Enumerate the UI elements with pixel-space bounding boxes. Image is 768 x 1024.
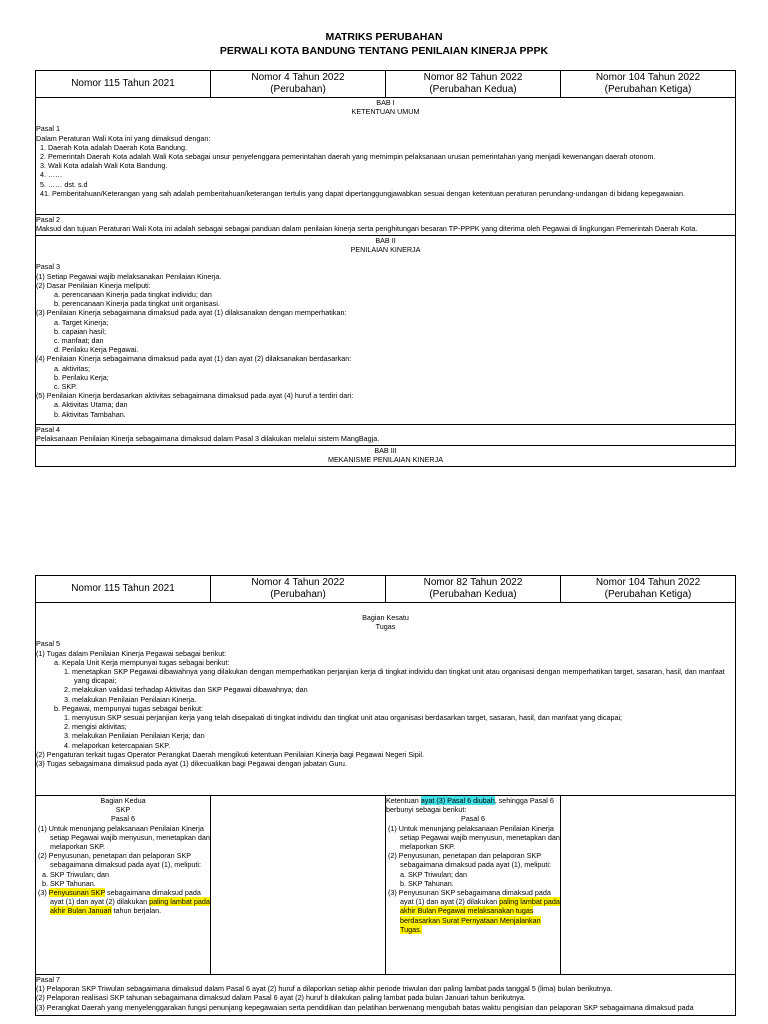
list-item: 3. melakukan Penilaian Penilaian Kinerja. xyxy=(64,694,197,704)
list-item: (1) Untuk menunjang pelaksanaan Penilaian Kinerja setiap Pegawai wajib menyusun, menetapkan dan melaporkan SKP. xyxy=(38,823,210,852)
matrix-table-2 xyxy=(35,575,736,1016)
highlight: paling lambat pada akhir Bulan Januari xyxy=(50,897,210,916)
title-line-2: PERWALI KOTA BANDUNG TENTANG PENILAIAN KINERJA PPPK xyxy=(219,45,549,57)
pasal-heading: Pasal 7 xyxy=(36,975,60,984)
amendment-note: Ketentuan ayat (3) Pasal 6 diubah, sehingga Pasal 6 berbunyi sebagai berikut: xyxy=(386,796,554,815)
matrix-table-1 xyxy=(35,70,736,467)
pasal7-row xyxy=(36,975,736,1016)
list-item: (2) Penyusunan, penetapan dan pelaporan SKP sebagaimana dimaksud pada ayat (1), meliputi: xyxy=(388,851,552,870)
pasal-heading: Pasal 5 xyxy=(36,639,60,649)
list-item: 41. Pemberitahuan/Keterangan yang sah adalah pemberitahuan/keterangan tertulis yang dapat dipertanggungjawabkan sesuai dengan ketentuan peraturan perundang-undangan di bidang kepegawaian. xyxy=(40,188,685,198)
bab2-row xyxy=(36,236,736,425)
list-item: 1. Daerah Kota adalah Daerah Kota Bandung. xyxy=(40,142,188,152)
pasal-heading: Pasal 4 xyxy=(36,425,60,434)
list-item: (1) Setiap Pegawai wajib melaksanakan Penilaian Kinerja. xyxy=(36,271,222,281)
header-col-amend2: Nomor 82 Tahun 2022 (Perubahan Kedua) xyxy=(386,576,561,603)
header-col-amend3: Nomor 104 Tahun 2022 (Perubahan Ketiga) xyxy=(561,71,736,98)
list-item: a. Target Kinerja; xyxy=(54,317,109,327)
section-title: Tugas xyxy=(375,622,396,632)
pasal-heading: Pasal 3 xyxy=(36,262,60,272)
pasal-heading: Pasal 2 xyxy=(36,215,60,224)
list-item: (2) Pelaporan realisasi SKP tahunan sebagaimana dimaksud dalam Pasal 6 ayat (2) huruf b dilakukan paling lambat pada bulan Januari tahun berikutnya. xyxy=(36,993,526,1003)
list-item: 2. mengisi aktivitas; xyxy=(64,722,127,732)
section-heading: Bagian Kesatu xyxy=(362,613,409,622)
pasal2-row xyxy=(36,215,736,236)
list-item: (2) Penyusunan, penetapan dan pelaporan SKP sebagaimana dimaksud pada ayat (1), meliputi: xyxy=(38,851,202,870)
list-item: a. Aktivitas Utama; dan xyxy=(54,400,128,410)
list-item: a. aktivitas; xyxy=(54,363,90,373)
list-item: 5. …… dst. s.d xyxy=(40,179,88,189)
pasal-heading: Pasal 6 xyxy=(461,814,485,824)
list-item: 2. melakukan validasi terhadap Aktivitas dan SKP Pegawai dibawahnya; dan xyxy=(64,685,308,695)
list-item: 4. …… xyxy=(40,170,63,180)
header-col-amend1: Nomor 4 Tahun 2022 (Perubahan) xyxy=(211,576,386,603)
list-item: (5) Penilaian Kinerja berdasarkan aktivitas sebagaimana dimaksud pada ayat (4) huruf a terdiri dari: xyxy=(36,391,354,401)
pasal4-row xyxy=(36,425,736,446)
list-item: a. SKP Triwulan; dan xyxy=(400,869,467,879)
list-item: 1. menyusun SKP sesuai perjanjian kerja yang telah disepakati di tingkat individu dan tingkat unit atau organisasi berdasarkan target, sasaran, hasil, dan manfaat yang dicapai; xyxy=(64,713,623,723)
list-item: 2. Pemerintah Daerah Kota adalah Wali Kota sebagai unsur penyelenggara pemerintahan daerah yang memimpin pelaksanaan urusan pemerintahan yang menjadi kewenangan daerah otonom. xyxy=(40,152,656,162)
list-item: (1) Tugas dalam Penilaian Kinerja Pegawai sebagai berikut: xyxy=(36,648,227,658)
skp-amend1-cell xyxy=(211,796,386,975)
skp-original-cell xyxy=(36,796,211,975)
skp-amend3-cell xyxy=(561,796,736,975)
list-item: c. manfaat; dan xyxy=(54,336,104,346)
list-item: b. perencanaan Kinerja pada tingkat unit organisasi. xyxy=(54,299,220,309)
list-item: (3) Penilaian Kinerja sebagaimana dimaksud pada ayat (1) dilaksanakan dengan memperhatikan: xyxy=(36,308,347,318)
list-item: a. perencanaan Kinerja pada tingkat individu; dan xyxy=(54,290,212,300)
list-item: (3) Tugas sebagaimana dimaksud pada ayat (1) dikecualikan bagi Pegawai dengan jabatan Guru. xyxy=(36,759,347,769)
bagian1-row xyxy=(36,603,736,796)
bab-title: PENILAIAN KINERJA xyxy=(350,245,421,255)
header-row xyxy=(36,71,736,98)
bab-title: MEKANISME PENILAIAN KINERJA xyxy=(327,455,444,465)
bab-title: KETENTUAN UMUM xyxy=(351,107,420,117)
list-item: (2) Pengaturan terkait tugas Operator Perangkat Daerah mengikuti ketentuan Penilaian Kinerja bagi Pegawai Negeri Sipil. xyxy=(36,749,424,759)
header-row xyxy=(36,576,736,603)
paragraph: Pelaksanaan Penilaian Kinerja sebagaimana dimaksud dalam Pasal 3 dilakukan melalui sistem MangBagja. xyxy=(36,434,380,444)
bab-heading: BAB II xyxy=(375,236,396,245)
header-col-amend2: Nomor 82 Tahun 2022 (Perubahan Kedua) xyxy=(386,71,561,98)
list-item: (1) Pelaporan SKP Triwulan sebagaimana dimaksud dalam Pasal 6 ayat (2) huruf a dilaporkan setiap akhir periode triwulan dan paling lambat pada tanggal 5 (lima) bulan berikutnya. xyxy=(36,984,613,994)
skp-amend2-cell xyxy=(386,796,561,975)
highlight: ayat (3) Pasal 6 diubah xyxy=(420,796,495,805)
pasal-heading: Pasal 1 xyxy=(36,124,60,134)
list-item: 3. melakukan Penilaian Penilaian Kerja; dan xyxy=(64,731,205,741)
list-item: a. SKP Triwulan; dan xyxy=(42,869,109,879)
bab1-row xyxy=(36,98,736,215)
bab3-row xyxy=(36,446,736,467)
section-title: SKP xyxy=(115,805,131,815)
title-line-1: MATRIKS PERUBAHAN xyxy=(325,31,443,43)
list-item: c. SKP. xyxy=(54,382,78,392)
list-item: (2) Dasar Penilaian Kinerja meliputi: xyxy=(36,280,151,290)
list-item: (3) Penyusunan SKP sebagaimana dimaksud pada ayat (1) dan ayat (2) dilakukan paling lambat pada akhir Bulan Januari tahun berjalan. xyxy=(38,888,210,916)
list-item: 3. Wali Kota adalah Wali Kota Bandung. xyxy=(40,161,168,171)
bab-heading: BAB III xyxy=(374,446,397,455)
highlight: Penyusunan SKP xyxy=(48,888,105,898)
bab-heading: BAB I xyxy=(376,98,395,107)
list-item: a. Kepala Unit Kerja mempunyai tugas sebagai berikut: xyxy=(54,657,230,667)
document-title xyxy=(0,30,768,58)
skp-row xyxy=(36,796,736,975)
list-item: d. Perilaku Kerja Pegawai. xyxy=(54,345,139,355)
list-item: 4. melaporkan ketercapaian SKP. xyxy=(64,740,171,750)
list-item: (4) Penilaian Kinerja sebagaimana dimaksud pada ayat (1) dan ayat (2) dilaksanakan berdasarkan: xyxy=(36,354,352,364)
highlight: paling lambat pada akhir Bulan Pegawai melaksanakan tugas berdasarkan Surat Pernyataan Menjalankan Tugas. xyxy=(400,897,560,934)
section-heading: Bagian Kedua xyxy=(100,796,146,805)
pasal-heading: Pasal 6 xyxy=(111,814,135,824)
list-item: b. Pegawai, mempunyai tugas sebagai berikut: xyxy=(54,703,204,713)
list-item: (3) Penyusunan SKP sebagaimana dimaksud pada ayat (1) dan ayat (2) dilakukan paling lambat pada akhir Bulan Pegawai melaksanakan tugas berdasarkan Surat Pernyataan Menjalankan Tugas. xyxy=(388,888,560,934)
paragraph: Maksud dan tujuan Peraturan Wali Kota ini adalah sebagai sebagai panduan dalam penilaian kinerja serta penghitungan besaran TP-PPPK yang diterima oleh Pegawai di lingkungan Pemerintah Daerah Kota. xyxy=(36,224,698,234)
header-col-amend3: Nomor 104 Tahun 2022 (Perubahan Ketiga) xyxy=(561,576,736,603)
list-item: b. Aktivitas Tambahan. xyxy=(54,409,126,419)
list-item: b. SKP Tahunan. xyxy=(42,878,96,888)
list-item: 1. menetapkan SKP Pegawai dibawahnya yang dilakukan dengan memperhatikan perjanjian kerja di tingkat individu dan tingkat unit atau organisasi dengan memperhatikan target, sasaran, hasil, dan manfaat yang dicapai; xyxy=(64,667,725,686)
list-item: (3) Perangkat Daerah yang menyelenggarakan fungsi penunjang kepegawaian serta pendidikan dan pelatihan berwenang mengubah batas waktu pengisian dan pelaporan SKP sebagaimana dimaksud pada xyxy=(36,1002,694,1012)
list-item: b. capaian hasil; xyxy=(54,326,106,336)
list-item: b. SKP Tahunan. xyxy=(400,878,454,888)
header-col-amend1: Nomor 4 Tahun 2022 (Perubahan) xyxy=(211,71,386,98)
list-item: b. Perilaku Kerja; xyxy=(54,372,109,382)
list-item: (1) Untuk menunjang pelaksanaan Penilaian Kinerja setiap Pegawai wajib menyusun, menetapkan dan melaporkan SKP. xyxy=(388,823,560,852)
header-col-original: Nomor 115 Tahun 2021 xyxy=(36,71,211,98)
paragraph: Dalam Peraturan Wali Kota ini yang dimaksud dengan: xyxy=(36,133,211,143)
header-col-original: Nomor 115 Tahun 2021 xyxy=(36,576,211,603)
